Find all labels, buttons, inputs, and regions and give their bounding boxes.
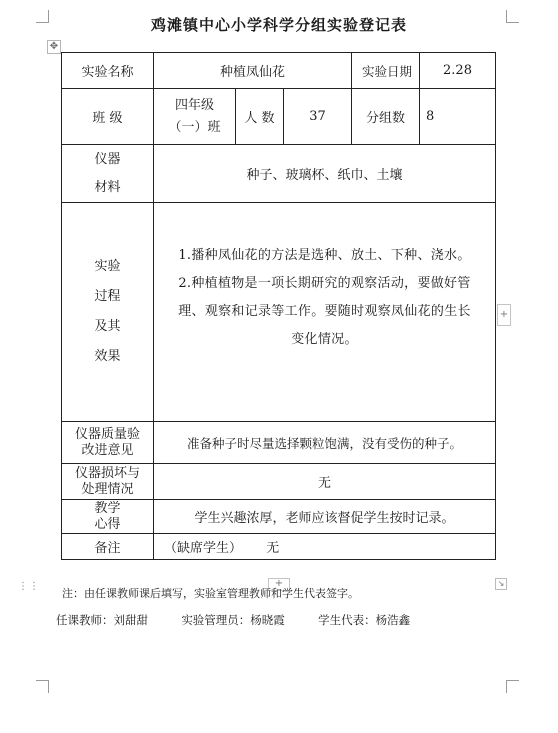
table-row — [62, 534, 496, 560]
experiment-name-value[interactable]: 种植凤仙花 — [154, 53, 352, 89]
equipment-materials-value[interactable]: 种子、玻璃杯、纸巾、土壤 — [154, 145, 496, 203]
process-label-line3: 及其 — [94, 319, 121, 334]
quality-improvement-label — [62, 422, 154, 464]
people-value[interactable]: 37 — [284, 89, 352, 145]
teaching-reflection-value[interactable]: 学生兴趣浓厚，老师应该督促学生按时记录。 — [154, 500, 496, 534]
table-row — [62, 53, 496, 89]
equipment-label-line1: 仪器 — [94, 151, 121, 167]
damage-label-line2: 处理情况 — [81, 481, 134, 497]
class-label: 班 级 — [62, 89, 154, 145]
table-row — [62, 145, 496, 203]
people-label: 人 数 — [236, 89, 284, 145]
quality-label-line2: 改进意见 — [81, 442, 134, 458]
class-value-line1: 四年级 — [174, 97, 214, 113]
process-line1: 1.播种凤仙花的方法是选种、放土、下种、浇水。 — [178, 248, 471, 263]
footnote: 注：由任课教师课后填写，实验室管理教师和学生代表签字。 — [62, 587, 359, 600]
table-row — [62, 89, 496, 145]
student-signature: 学生代表：杨浩鑫 — [318, 613, 411, 627]
class-value-line2: （一）班 — [168, 119, 221, 135]
registration-table — [61, 52, 496, 560]
process-effect-label — [62, 203, 154, 422]
damage-handling-value[interactable]: 无 — [154, 464, 496, 500]
page-title: 鸡滩镇中心小学科学分组实验登记表 — [150, 16, 407, 34]
experiment-date-value-cell[interactable] — [420, 53, 496, 89]
absent-students-label: （缺席学生） — [164, 541, 243, 556]
groups-value[interactable]: 8 — [420, 89, 496, 145]
page-corner-bottom-left — [36, 680, 49, 693]
teaching-reflection-label — [62, 500, 154, 534]
equipment-label-line2: 材料 — [94, 179, 121, 195]
reflection-label-line2: 心得 — [94, 516, 121, 532]
table-row — [62, 464, 496, 500]
process-line4: 变化情况。 — [291, 332, 358, 347]
damage-handling-label — [62, 464, 154, 500]
table-move-handle-icon[interactable]: ✥ — [47, 40, 61, 54]
remarks-label: 备注 — [62, 534, 154, 560]
process-label-line1: 实验 — [94, 259, 121, 274]
reflection-label-line1: 教学 — [94, 500, 121, 516]
table-row — [62, 203, 496, 422]
class-value[interactable] — [154, 89, 236, 145]
groups-label: 分组数 — [352, 89, 420, 145]
process-line3: 理、观察和记录等工作。要随时观察凤仙花的生长 — [178, 304, 471, 319]
remarks-text: 无 — [266, 541, 280, 556]
experiment-name-label: 实验名称 — [62, 53, 154, 89]
quality-label-line1: 仪器质量验 — [74, 426, 140, 442]
process-line2: 2.种植植物是一项长期研究的观察活动，要做好管 — [178, 276, 471, 291]
process-effect-value[interactable] — [154, 203, 496, 422]
table-resize-icon[interactable]: ↘ — [495, 578, 507, 590]
experiment-date-label: 实验日期 — [352, 53, 420, 89]
manager-signature: 实验管理员：杨晓霞 — [181, 613, 285, 627]
table-row — [62, 500, 496, 534]
page-corner-bottom-right — [506, 680, 519, 693]
damage-label-line1: 仪器损坏与 — [74, 465, 140, 481]
remarks-value[interactable] — [154, 534, 496, 560]
drag-dots-icon[interactable]: ⋮⋮ — [18, 581, 40, 592]
teacher-signature: 任课教师：刘甜甜 — [56, 613, 148, 627]
add-row-plus-icon[interactable]: + — [268, 578, 290, 591]
equipment-materials-label — [62, 145, 154, 203]
signature-line — [56, 612, 410, 628]
process-label-line4: 效果 — [94, 349, 121, 364]
table-row — [62, 422, 496, 464]
quality-improvement-value[interactable]: 准备种子时尽量选择颗粒饱满，没有受伤的种子。 — [154, 422, 496, 464]
experiment-date-value[interactable]: 2.28 — [443, 63, 472, 78]
process-label-line2: 过程 — [94, 289, 121, 304]
add-column-plus-icon[interactable]: + — [497, 304, 511, 326]
